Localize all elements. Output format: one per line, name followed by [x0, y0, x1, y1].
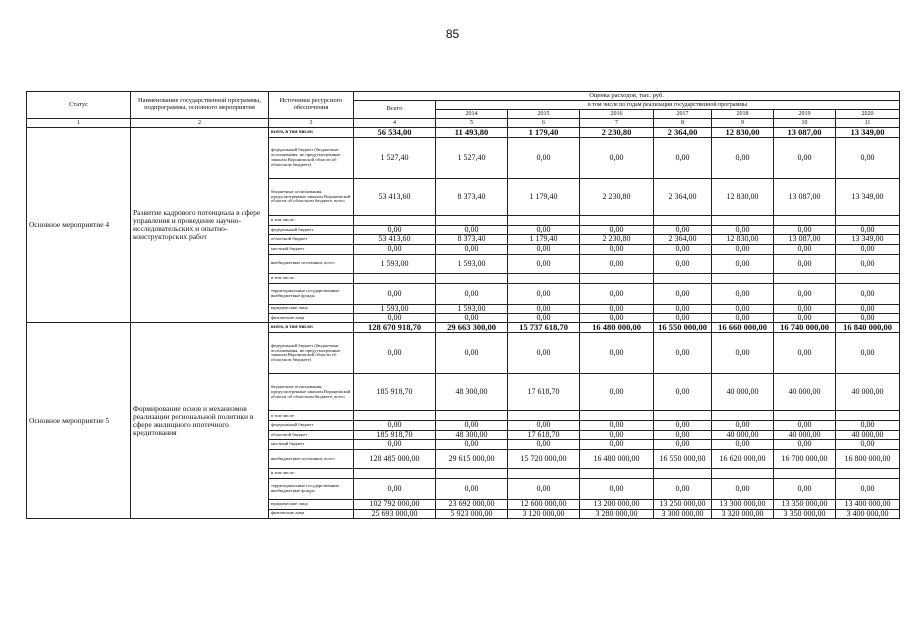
year-value-cell: 0,00: [654, 225, 712, 234]
total-value-cell: 128 485 000,00: [354, 450, 436, 469]
funding-source-cell: бюджетные ассигнования, предусмотренные законом Воронежской области об областном бюджете, всего: [269, 374, 354, 411]
col-number: 2: [131, 119, 269, 128]
funding-source-cell: областной бюджет: [269, 235, 354, 244]
year-value-cell: 0,00: [580, 137, 654, 178]
year-value-cell: 0,00: [712, 440, 774, 450]
year-value-cell: 12 830,00: [712, 235, 774, 244]
year-value-cell: 12 830,00: [712, 178, 774, 215]
year-value-cell: 0,00: [508, 137, 580, 178]
year-value-cell: 15 737 618,70: [508, 323, 580, 333]
year-value-cell: 0,00: [580, 421, 654, 430]
year-value-cell: 0,00: [836, 304, 900, 313]
year-value-cell: 1 527,40: [436, 137, 508, 178]
funding-source-cell: в том числе:: [269, 411, 354, 421]
total-value-cell: 185 918,70: [354, 374, 436, 411]
year-value-cell: 48 300,00: [436, 374, 508, 411]
col-number: 8: [654, 119, 712, 128]
year-value-cell: 13 349,00: [836, 178, 900, 215]
funding-source-cell: всего, в том числе:: [269, 323, 354, 333]
funding-source-cell: федеральный бюджет (бюджетные ассигнования, не предусмотренные законом Воронежской области об областном бюджете): [269, 333, 354, 374]
year-value-cell: 0,00: [774, 254, 836, 273]
table-row: [27, 128, 900, 138]
year-value-cell: 15 720 000,00: [508, 450, 580, 469]
year-value-cell: 0,00: [436, 244, 508, 254]
year-value-cell: [712, 411, 774, 421]
table-body: [27, 128, 900, 519]
col-number: 3: [269, 119, 354, 128]
page-number: 85: [445, 27, 460, 41]
year-value-cell: [712, 273, 774, 283]
col-number: 9: [712, 119, 774, 128]
year-value-cell: 40 000,00: [712, 374, 774, 411]
year-value-cell: 23 692 000,00: [436, 500, 508, 509]
year-value-cell: [580, 273, 654, 283]
total-value-cell: 0,00: [354, 440, 436, 450]
year-value-cell: 13 400 000,00: [836, 500, 900, 509]
funding-source-cell: территориальные государственные внебюджетные фонды: [269, 283, 354, 304]
year-value-cell: [774, 215, 836, 225]
year-value-cell: [774, 411, 836, 421]
col-number: 6: [508, 119, 580, 128]
header-by-years: в том числе по годам реализации государственной программы: [436, 101, 900, 110]
total-value-cell: 53 413,60: [354, 235, 436, 244]
expenditure-table: [26, 91, 900, 519]
year-value-cell: 17 618,70: [508, 430, 580, 439]
year-value-cell: 0,00: [774, 244, 836, 254]
header-year: 2016: [580, 110, 654, 119]
total-value-cell: [354, 469, 436, 479]
year-value-cell: [508, 469, 580, 479]
total-value-cell: [354, 273, 436, 283]
year-value-cell: 2 230,80: [580, 178, 654, 215]
year-value-cell: 0,00: [774, 137, 836, 178]
year-value-cell: 0,00: [712, 137, 774, 178]
year-value-cell: 2 230,80: [580, 235, 654, 244]
year-value-cell: 13 349,00: [836, 128, 900, 138]
year-value-cell: 0,00: [508, 283, 580, 304]
year-value-cell: 0,00: [654, 283, 712, 304]
year-value-cell: [774, 469, 836, 479]
year-value-cell: [508, 273, 580, 283]
year-value-cell: 0,00: [654, 254, 712, 273]
funding-source-cell: юридические лица: [269, 304, 354, 313]
year-value-cell: 3 120 000,00: [508, 509, 580, 518]
year-value-cell: 0,00: [654, 430, 712, 439]
year-value-cell: [712, 215, 774, 225]
year-value-cell: 13 087,00: [774, 128, 836, 138]
year-value-cell: [508, 215, 580, 225]
funding-source-cell: областной бюджет: [269, 430, 354, 439]
year-value-cell: 0,00: [836, 479, 900, 500]
year-value-cell: 13 087,00: [774, 178, 836, 215]
status-cell: Основное мероприятие 4: [27, 128, 131, 323]
year-value-cell: [654, 215, 712, 225]
year-value-cell: 0,00: [654, 304, 712, 313]
year-value-cell: 0,00: [508, 244, 580, 254]
year-value-cell: 0,00: [836, 225, 900, 234]
year-value-cell: 16 550 000,00: [654, 450, 712, 469]
year-value-cell: 0,00: [836, 244, 900, 254]
year-value-cell: 0,00: [508, 225, 580, 234]
year-value-cell: 0,00: [836, 283, 900, 304]
year-value-cell: 12 830,00: [712, 128, 774, 138]
year-value-cell: 0,00: [712, 333, 774, 374]
col-number: 1: [27, 119, 131, 128]
total-value-cell: 0,00: [354, 225, 436, 234]
year-value-cell: 0,00: [580, 314, 654, 323]
year-value-cell: [580, 469, 654, 479]
year-value-cell: 0,00: [508, 314, 580, 323]
year-value-cell: 16 660 000,00: [712, 323, 774, 333]
year-value-cell: 2 364,00: [654, 235, 712, 244]
year-value-cell: 0,00: [774, 225, 836, 234]
year-value-cell: 29 663 300,00: [436, 323, 508, 333]
col-number: 7: [580, 119, 654, 128]
year-value-cell: 0,00: [436, 314, 508, 323]
funding-source-cell: бюджетные ассигнования, предусмотренные законом Воронежской области об областном бюджете, всего: [269, 178, 354, 215]
col-number: 5: [436, 119, 508, 128]
year-value-cell: 29 615 000,00: [436, 450, 508, 469]
year-value-cell: 0,00: [508, 421, 580, 430]
year-value-cell: 40 000,00: [774, 430, 836, 439]
total-value-cell: [354, 411, 436, 421]
header-year: 2015: [508, 110, 580, 119]
year-value-cell: [774, 273, 836, 283]
total-value-cell: 0,00: [354, 244, 436, 254]
total-value-cell: 56 534,00: [354, 128, 436, 138]
year-value-cell: 0,00: [774, 283, 836, 304]
year-value-cell: [654, 469, 712, 479]
year-value-cell: 0,00: [580, 244, 654, 254]
year-value-cell: 0,00: [836, 421, 900, 430]
year-value-cell: 1 593,00: [436, 254, 508, 273]
year-value-cell: 0,00: [580, 374, 654, 411]
year-value-cell: 16 620 000,00: [712, 450, 774, 469]
funding-source-cell: в том числе:: [269, 273, 354, 283]
year-value-cell: 16 480 000,00: [580, 450, 654, 469]
year-value-cell: 0,00: [654, 333, 712, 374]
year-value-cell: [654, 411, 712, 421]
year-value-cell: 0,00: [580, 333, 654, 374]
year-value-cell: [436, 273, 508, 283]
header-estimate: Оценка расходов, тыс. руб.: [354, 92, 900, 101]
year-value-cell: [836, 273, 900, 283]
total-value-cell: 0,00: [354, 479, 436, 500]
year-value-cell: 2 364,00: [654, 178, 712, 215]
year-value-cell: 16 550 000,00: [654, 323, 712, 333]
year-value-cell: 0,00: [654, 137, 712, 178]
year-value-cell: 0,00: [712, 479, 774, 500]
year-value-cell: 0,00: [436, 421, 508, 430]
year-value-cell: 2 230,80: [580, 128, 654, 138]
year-value-cell: 0,00: [654, 479, 712, 500]
year-value-cell: 8 373,40: [436, 235, 508, 244]
year-value-cell: 0,00: [508, 479, 580, 500]
total-value-cell: 0,00: [354, 333, 436, 374]
year-value-cell: 0,00: [836, 137, 900, 178]
year-value-cell: 0,00: [436, 333, 508, 374]
total-value-cell: 53 413,60: [354, 178, 436, 215]
year-value-cell: 0,00: [774, 304, 836, 313]
funding-source-cell: территориальные государственные внебюджетные фонды: [269, 479, 354, 500]
year-value-cell: 1 593,00: [436, 304, 508, 313]
year-value-cell: 40 000,00: [836, 430, 900, 439]
year-value-cell: 0,00: [654, 314, 712, 323]
year-value-cell: 0,00: [580, 254, 654, 273]
col-number: 11: [836, 119, 900, 128]
total-value-cell: [354, 215, 436, 225]
year-value-cell: 0,00: [654, 374, 712, 411]
year-value-cell: 12 600 000,00: [508, 500, 580, 509]
col-number: 4: [354, 119, 436, 128]
year-value-cell: 0,00: [712, 244, 774, 254]
year-value-cell: 3 300 000,00: [654, 509, 712, 518]
year-value-cell: 0,00: [774, 479, 836, 500]
year-value-cell: 0,00: [836, 440, 900, 450]
year-value-cell: 0,00: [712, 283, 774, 304]
year-value-cell: 5 923 000,00: [436, 509, 508, 518]
funding-source-cell: физические лица: [269, 509, 354, 518]
total-value-cell: 25 693 000,00: [354, 509, 436, 518]
year-value-cell: 1 179,40: [508, 235, 580, 244]
year-value-cell: 0,00: [774, 440, 836, 450]
status-cell: Основное мероприятие 5: [27, 323, 131, 518]
year-value-cell: 0,00: [436, 283, 508, 304]
funding-source-cell: внебюджетные источники, всего: [269, 450, 354, 469]
year-value-cell: 0,00: [508, 254, 580, 273]
header-status: Статус: [27, 92, 131, 119]
year-value-cell: 0,00: [774, 421, 836, 430]
year-value-cell: [836, 469, 900, 479]
year-value-cell: 16 700 000,00: [774, 450, 836, 469]
year-value-cell: [436, 215, 508, 225]
year-value-cell: 0,00: [436, 440, 508, 450]
funding-source-cell: в том числе:: [269, 469, 354, 479]
activity-name-cell: Формирование основ и механизмов реализации региональной политики в сфере жилищного ипотечного кредитования: [131, 323, 269, 518]
year-value-cell: [712, 469, 774, 479]
year-value-cell: 2 364,00: [654, 128, 712, 138]
year-value-cell: 1 179,40: [508, 178, 580, 215]
total-value-cell: 1 527,40: [354, 137, 436, 178]
funding-source-cell: внебюджетные источники, всего: [269, 254, 354, 273]
header-total: Всего: [354, 101, 436, 119]
total-value-cell: 102 792 000,00: [354, 500, 436, 509]
funding-source-cell: всего, в том числе:: [269, 128, 354, 138]
year-value-cell: 0,00: [836, 333, 900, 374]
year-value-cell: 0,00: [774, 314, 836, 323]
header-year: 2014: [436, 110, 508, 119]
year-value-cell: 0,00: [654, 244, 712, 254]
year-value-cell: 0,00: [712, 225, 774, 234]
year-value-cell: 16 480 000,00: [580, 323, 654, 333]
year-value-cell: [580, 215, 654, 225]
year-value-cell: 0,00: [580, 430, 654, 439]
total-value-cell: 0,00: [354, 283, 436, 304]
year-value-cell: 1 179,40: [508, 128, 580, 138]
year-value-cell: 0,00: [580, 225, 654, 234]
year-value-cell: 3 400 000,00: [836, 509, 900, 518]
year-value-cell: 3 280 000,00: [580, 509, 654, 518]
year-value-cell: 13 349,00: [836, 235, 900, 244]
year-value-cell: [436, 411, 508, 421]
year-value-cell: 3 350 000,00: [774, 509, 836, 518]
year-value-cell: [436, 469, 508, 479]
year-value-cell: 16 840 000,00: [836, 323, 900, 333]
funding-source-cell: юридические лица: [269, 500, 354, 509]
year-value-cell: 17 618,70: [508, 374, 580, 411]
year-value-cell: 0,00: [774, 333, 836, 374]
header-year: 2019: [774, 110, 836, 119]
year-value-cell: 48 300,00: [436, 430, 508, 439]
total-value-cell: 185 918,70: [354, 430, 436, 439]
year-value-cell: 0,00: [712, 254, 774, 273]
year-value-cell: 0,00: [436, 225, 508, 234]
year-value-cell: 13 087,00: [774, 235, 836, 244]
header-year: 2020: [836, 110, 900, 119]
total-value-cell: 128 670 918,70: [354, 323, 436, 333]
funding-source-cell: в том числе:: [269, 215, 354, 225]
year-value-cell: 16 740 000,00: [774, 323, 836, 333]
funding-source-cell: федеральный бюджет: [269, 421, 354, 430]
funding-source-cell: местный бюджет: [269, 244, 354, 254]
year-value-cell: [836, 411, 900, 421]
year-value-cell: 11 493,80: [436, 128, 508, 138]
table-row: [27, 323, 900, 333]
year-value-cell: [580, 411, 654, 421]
year-value-cell: 40 000,00: [836, 374, 900, 411]
activity-name-cell: Развитие кадрового потенциала в сфере управления и проведение научно-исследовательских и опытно-конструкторских работ: [131, 128, 269, 323]
header-sources: Источники ресурсного обеспечения: [269, 92, 354, 119]
year-value-cell: 0,00: [712, 314, 774, 323]
year-value-cell: 0,00: [508, 333, 580, 374]
year-value-cell: 40 000,00: [712, 430, 774, 439]
year-value-cell: 0,00: [836, 254, 900, 273]
year-value-cell: [654, 273, 712, 283]
year-value-cell: 16 800 000,00: [836, 450, 900, 469]
total-value-cell: 1 593,00: [354, 304, 436, 313]
year-value-cell: [508, 411, 580, 421]
funding-source-cell: федеральный бюджет (бюджетные ассигнования, не предусмотренные законом Воронежской области об областном бюджете): [269, 137, 354, 178]
year-value-cell: 0,00: [580, 304, 654, 313]
year-value-cell: 0,00: [712, 421, 774, 430]
total-value-cell: 1 593,00: [354, 254, 436, 273]
year-value-cell: 13 300 000,00: [712, 500, 774, 509]
year-value-cell: 0,00: [580, 479, 654, 500]
header-name: Наименование государственной программы, подпрограммы, основного мероприятия: [131, 92, 269, 119]
year-value-cell: 13 250 000,00: [654, 500, 712, 509]
year-value-cell: 0,00: [654, 421, 712, 430]
year-value-cell: [836, 215, 900, 225]
year-value-cell: 0,00: [580, 440, 654, 450]
total-value-cell: 0,00: [354, 421, 436, 430]
header-year: 2018: [712, 110, 774, 119]
year-value-cell: 8 373,40: [436, 178, 508, 215]
year-value-cell: 0,00: [508, 304, 580, 313]
col-number: 10: [774, 119, 836, 128]
total-value-cell: 0,00: [354, 314, 436, 323]
year-value-cell: 3 320 000,00: [712, 509, 774, 518]
year-value-cell: 0,00: [508, 440, 580, 450]
year-value-cell: 0,00: [836, 314, 900, 323]
year-value-cell: 40 000,00: [774, 374, 836, 411]
funding-source-cell: физические лица: [269, 314, 354, 323]
year-value-cell: 0,00: [580, 283, 654, 304]
year-value-cell: 13 350 000,00: [774, 500, 836, 509]
funding-source-cell: федеральный бюджет: [269, 225, 354, 234]
year-value-cell: 0,00: [436, 479, 508, 500]
year-value-cell: 0,00: [712, 304, 774, 313]
year-value-cell: 0,00: [654, 440, 712, 450]
header-year: 2017: [654, 110, 712, 119]
year-value-cell: 13 200 000,00: [580, 500, 654, 509]
funding-source-cell: местный бюджет: [269, 440, 354, 450]
